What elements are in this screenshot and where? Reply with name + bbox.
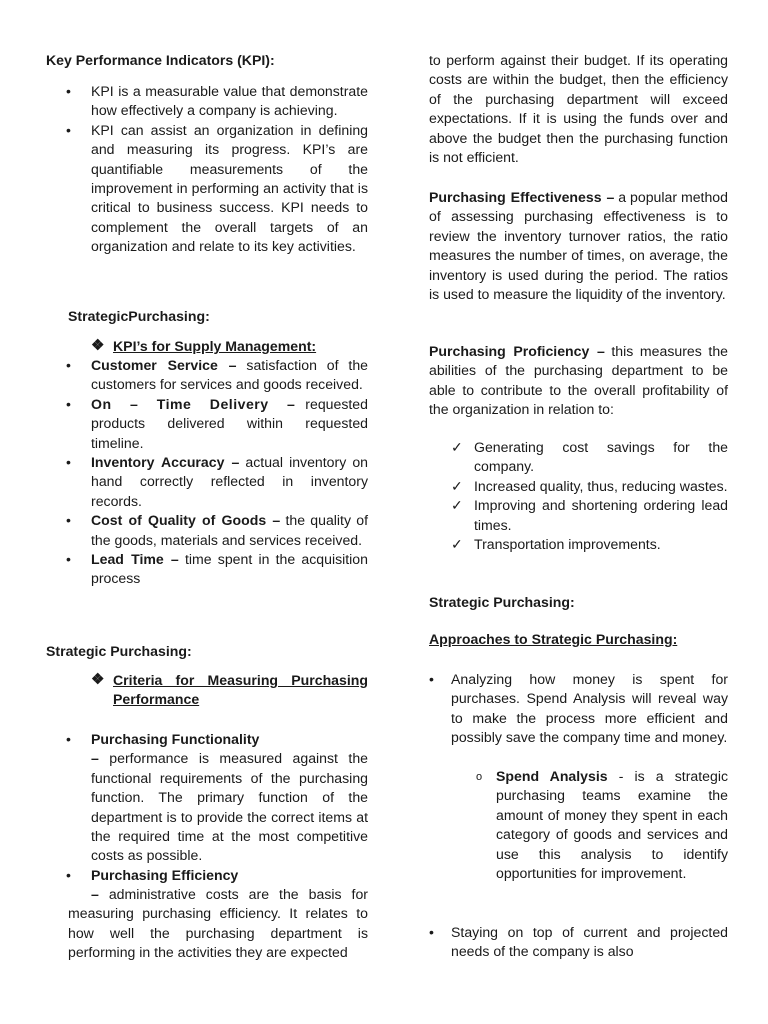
term: Cost of Quality of Goods –	[91, 512, 281, 529]
list-item	[46, 550, 368, 589]
description: satisfaction of the customers for services and goods received.	[91, 357, 368, 393]
approaches-heading: Approaches to Strategic Purchasing:	[429, 631, 678, 647]
description: the quality of the goods, materials and services received.	[91, 512, 368, 548]
check-list	[429, 438, 728, 554]
criteria-list	[46, 730, 368, 885]
list-item	[46, 866, 368, 885]
list-item: • Analyzing how money is spent for purchases. Spend Analysis will reveal way to make the process more efficient and possibly save the company time and money.	[429, 670, 728, 748]
diamond-bullet-icon: ❖	[91, 337, 105, 354]
list-item	[46, 356, 368, 395]
list-item: ✓ Generating cost savings for the company.	[429, 438, 728, 477]
kpi-bullet-list	[46, 82, 368, 257]
section-heading-strategic-purchasing: Strategic Purchasing:	[46, 643, 192, 659]
efficiency-description: – administrative costs are the basis for measuring purchasing efficiency. It relates to how well the purchasing department is performing in the activities they are expected	[68, 886, 368, 961]
list-item: • KPI is a measurable value that demonstrate how effectively a company is achieving.	[46, 82, 368, 121]
term: Inventory Accuracy –	[91, 454, 240, 471]
description: requested products delivered within requested timeline.	[91, 395, 368, 451]
list-item: ✓ Transportation improvements.	[429, 535, 728, 554]
term: Customer Service –	[91, 357, 237, 373]
effectiveness-paragraph: Purchasing Effectiveness – a popular method of assessing purchasing effectiveness is to review the inventory turnover ratios, the ratio measures the number of times, on average, the inventory is used during the period. The ratios is used to measure the liquidity of the inventory.	[429, 189, 728, 303]
description: time spent in the acquisition process	[91, 551, 368, 587]
list-item: ✓ Increased quality, thus, reducing wastes.	[429, 477, 728, 496]
term: Spend Analysis	[496, 768, 608, 784]
proficiency-paragraph: Purchasing Proficiency – this measures the abilities of the purchasing department to be able to contribute to the overall profitability of the organization in relation to:	[429, 343, 728, 418]
criteria-heading: ❖ Criteria for Measuring Purchasing Performance	[91, 671, 368, 708]
term: Purchasing Effectiveness –	[429, 189, 615, 205]
section-heading-strategic-purchasing: Strategic Purchasing:	[429, 594, 575, 610]
efficiency-continuation: to perform against their budget. If its operating costs are within the budget, then the efficiency of the purchasing department will exceed expectations. If it is using the funds over and above the budget then the purchasing function is not efficient.	[429, 52, 728, 166]
spend-analysis-item: o Spend Analysis - is a strategic purchasing teams examine the amount of money they spent in each category of goods and services and use this analysis to identify opportunities for improvement.	[429, 767, 728, 883]
kpi-supply-heading: ❖ KPI’s for Supply Management:	[91, 337, 317, 354]
list-item	[46, 395, 368, 453]
list-item: • Staying on top of current and projected needs of the company is also	[429, 923, 728, 962]
supply-kpi-list	[46, 356, 368, 589]
approaches-list-continued	[429, 923, 728, 962]
term: On – Time Delivery –	[91, 395, 296, 412]
approaches-list	[429, 670, 728, 748]
list-item: • KPI can assist an organization in defining and measuring its progress. KPI’s are quantifiable measurements of the improvement in performing an activity that is critical to business success. KPI needs to complement the overall targets of an organization and relate to its key activities.	[46, 121, 368, 257]
kpi-title: Key Performance Indicators (KPI):	[46, 52, 275, 68]
term: Lead Time –	[91, 551, 179, 568]
section-heading-strategic-purchasing: StrategicPurchasing:	[68, 308, 210, 324]
term: Purchasing Functionality	[91, 731, 260, 747]
list-item: • Purchasing Functionality – performance is measured against the functional requirements of the purchasing function. The primary function of the department is to provide the correct items at the required time at the most competitive costs as possible.	[46, 730, 368, 866]
diamond-bullet-icon: ❖	[91, 671, 105, 688]
term: Purchasing Proficiency –	[429, 343, 605, 359]
list-item	[46, 511, 368, 550]
term: Purchasing Efficiency	[91, 866, 239, 883]
list-item	[46, 453, 368, 511]
description: performance is measured against the functional requirements of the purchasing function. The primary function of the department is to provide the correct items at the required time at the most competitive costs as possible.	[91, 750, 368, 864]
description: actual inventory on hand correctly reflected in inventory records.	[91, 454, 368, 509]
list-item: ✓ Improving and shortening ordering lead times.	[429, 496, 728, 535]
